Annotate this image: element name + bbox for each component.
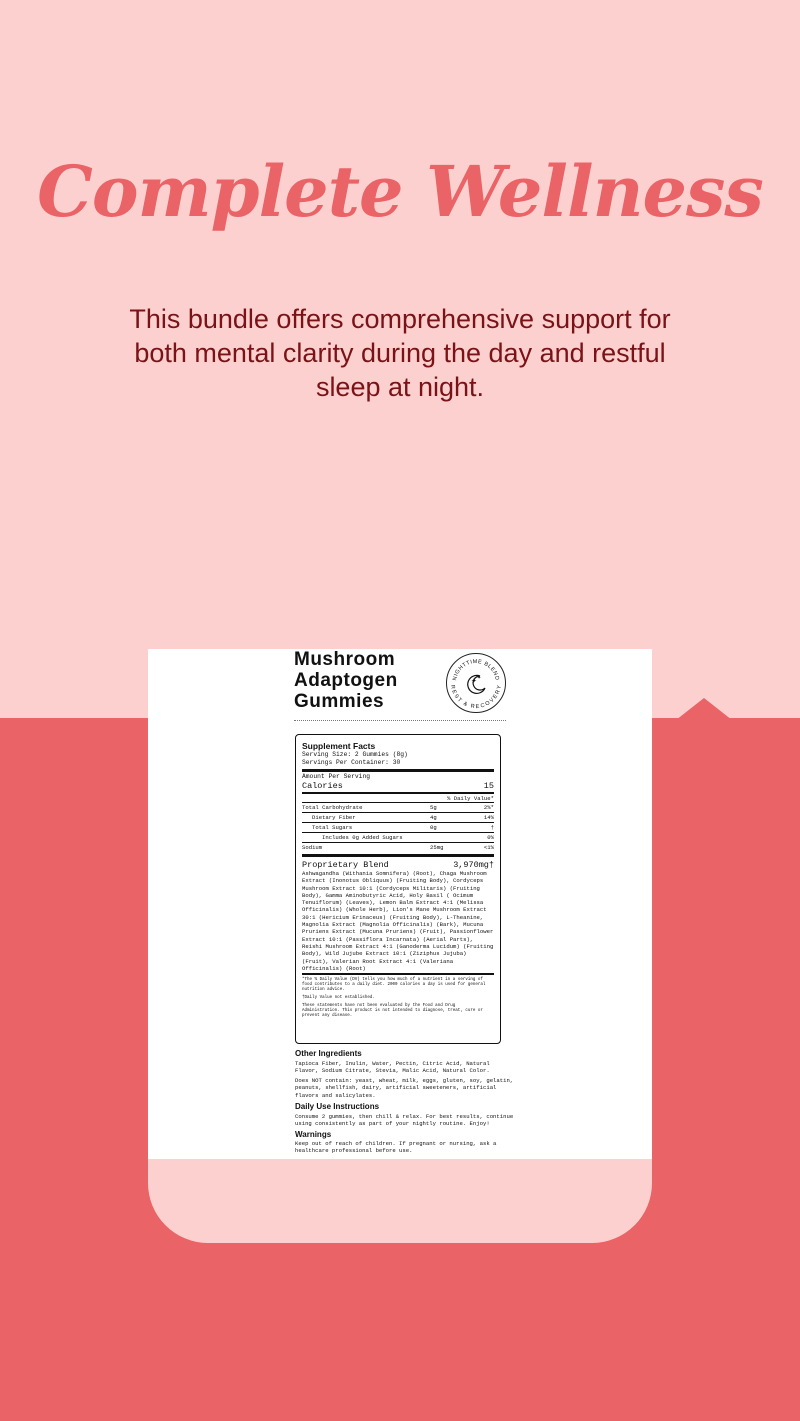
- nutrient-row: [302, 842, 494, 852]
- headline: Complete Wellness: [37, 150, 763, 233]
- warnings-text: Keep out of reach of children. If pregnant or nursing, ask a healthcare professional before use.: [295, 1140, 497, 1155]
- product-title-line: Adaptogen: [294, 670, 398, 691]
- amount-per-serving: Amount Per Serving: [302, 773, 371, 780]
- daily-value-header: % Daily Value*: [447, 795, 494, 802]
- nutrient-name: Includes 0g Added Sugars: [322, 834, 403, 841]
- nutrient-dv: 14%: [483, 814, 494, 821]
- blend-row: [302, 860, 494, 870]
- nutrient-name: Total Carbohydrate: [302, 804, 363, 811]
- nutrient-dv: 2%*: [483, 804, 494, 811]
- blend-label: Proprietary Blend: [302, 860, 389, 870]
- nutrient-name: Dietary Fiber: [312, 814, 356, 821]
- calories-row: [302, 781, 494, 791]
- other-ingredients-text: Tapioca Fiber, Inulin, Water, Pectin, Citric Acid, Natural Flavor, Sodium Citrate, Stevia, Malic Acid, Natural Color.: [295, 1060, 490, 1075]
- product-title: [294, 649, 398, 712]
- nutrient-amount: 0g: [430, 824, 437, 831]
- badge-top-text: NIGHTTIME BLEND: [452, 658, 500, 682]
- nutrient-amount: 25mg: [430, 844, 444, 851]
- nutrient-dv: 0%: [487, 834, 494, 841]
- nutrient-name: Total Sugars: [312, 824, 353, 831]
- divider: [294, 720, 506, 721]
- moon-stars-icon: [447, 654, 505, 712]
- svg-text:✦: ✦: [471, 677, 477, 685]
- divider: [302, 973, 494, 975]
- allergen-text: Does NOT contain: yeast, wheat, milk, eggs, gluten, soy, gelatin, peanuts, shellfish, dairy, artificial sweeteners, artificial flavors and salicylates.: [295, 1077, 514, 1099]
- calories-value: 15: [483, 781, 494, 791]
- svg-text:✦: ✦: [477, 675, 482, 681]
- divider: [302, 854, 494, 857]
- nutrient-row: [302, 832, 494, 842]
- daily-use-text: Consume 2 gummies, then chill & relax. For best results, continue using consistently as part of your nightly routine. Enjoy!: [295, 1113, 514, 1128]
- nighttime-badge: [446, 653, 506, 713]
- warnings-heading: Warnings: [295, 1130, 332, 1139]
- daily-use-heading: Daily Use Instructions: [295, 1102, 380, 1111]
- subtext: This bundle offers comprehensive support for both mental clarity during the day and restful sleep at night.: [129, 304, 671, 402]
- divider: [302, 792, 494, 794]
- footnote: These statements have not been evaluated by the Food and Drug Administration. This product is not intended to diagnose, treat, cure or prevent any disease.: [302, 1004, 483, 1019]
- nutrient-row: [302, 812, 494, 822]
- footnote: *The % Daily Value (DV) tells you how much of a nutrient in a serving of food contributes to a daily diet. 2000 calories a day is used for general nutrition advice.: [302, 978, 486, 993]
- nutrient-row: [302, 802, 494, 812]
- product-title-line: Mushroom: [294, 649, 396, 670]
- serving-size: Serving Size: 2 Gummies (8g): [302, 751, 408, 758]
- supplement-facts-panel: [295, 734, 501, 1044]
- nutrient-amount: 4g: [430, 814, 437, 821]
- product-title-line: Gummies: [294, 691, 385, 712]
- blend-value: 3,970mg†: [453, 860, 494, 870]
- servings-per-container: Servings Per Container: 30: [302, 759, 401, 766]
- decorative-notch: [676, 698, 732, 720]
- footnote: †Daily Value not established.: [302, 996, 375, 1001]
- blend-ingredients: Ashwagandha (Withania Somnifera) (Root), Chaga Mushroom Extract (Inonotus Obliquus) (Fruiting Body), Cordyceps Mushroom Extract 10:1 (Cordyceps Militaris) (Fruiting Body), Gamma Aminobutyric Acid, Holy Basil ( Ocimum Tenuiflorum) (Leaves), Lemon Balm Extract 4:1 (Melissa Officinalis) (Whole Herb), Lion's Mane Mushroom Extract 30:1 (Hericium Erinaceus) (Fruiting Body), L-Theanine, Magnolia Extract (Magnolia Officinalis) (Bark), Mucuna Pruriens Extract (Mucuna Pruriens) (Fruit), Passionflower Extract 10:1 (Passiflora Incarnata) (Aerial Parts), Reishi Mushroom Extract 4:1 (Ganoderma Lucidum) (Fruiting Body), Wild Jujube Extract 10:1 (Ziziphus Jujuba) (Fruit), Valerian Root Extract 4:1 (Valeriana Officinalis) (Root): [302, 870, 494, 972]
- other-ingredients-heading: Other Ingredients: [295, 1049, 362, 1058]
- nutrient-row: [302, 822, 494, 832]
- nutrient-dv: <1%: [483, 844, 494, 851]
- divider: [302, 769, 494, 772]
- nutrient-name: Sodium: [302, 844, 323, 851]
- facts-title: Supplement Facts: [302, 741, 376, 751]
- badge-bottom-text: REST & RECOVERY: [449, 684, 503, 711]
- calories-label: Calories: [302, 781, 343, 791]
- nutrient-dv: †: [490, 824, 494, 831]
- nutrient-amount: [430, 833, 464, 842]
- product-card: [148, 649, 652, 1243]
- product-label-image: [148, 649, 652, 1159]
- nutrient-amount: 5g: [430, 804, 437, 811]
